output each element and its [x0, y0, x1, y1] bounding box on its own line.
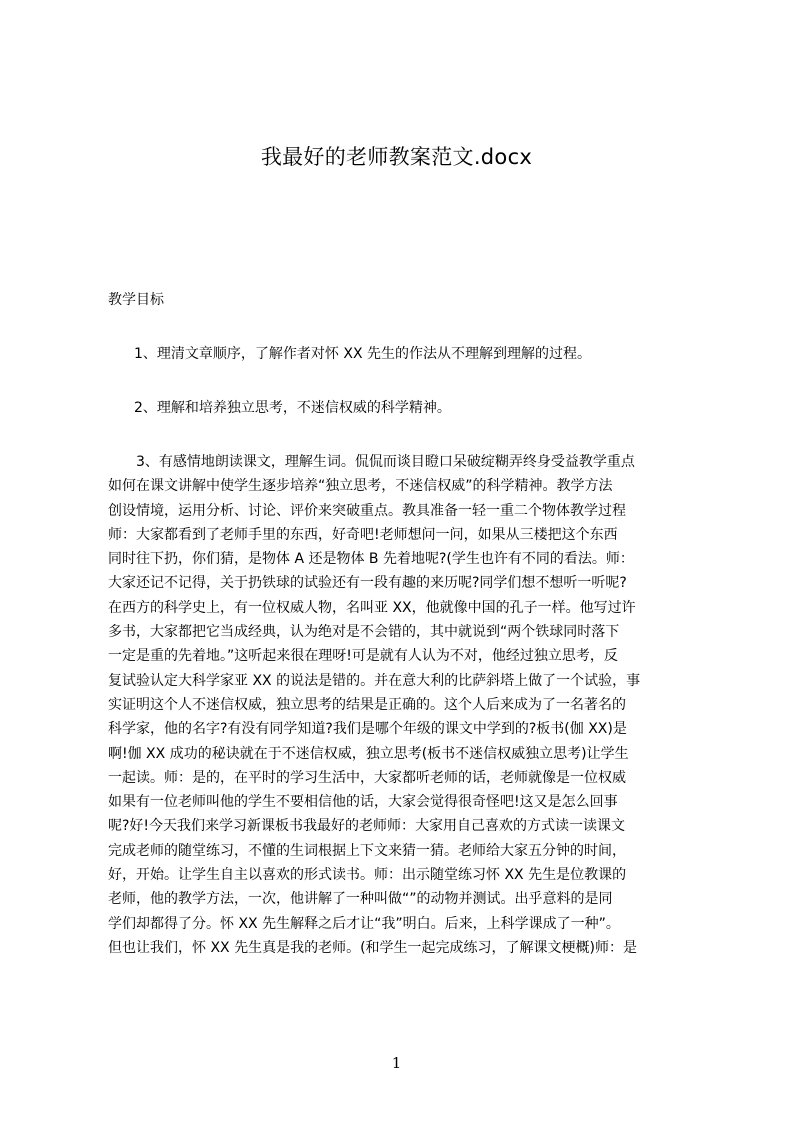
body-line: 师：大家都看到了老师手里的东西，好奇吧!老师想问一问，如果从三楼把这个东西 — [108, 526, 618, 543]
body-line: 同时往下扔，你们猜，是物体 A 还是物体 B 先着地呢?(学生也许有不同的看法。师： — [108, 551, 634, 568]
body-line: 如果有一位老师叫他的学生不要相信他的话，大家会觉得很奇怪吧!这又是怎么回事 — [108, 794, 618, 811]
goal-item-2: 2、理解和培养独立思考，不迷信权威的科学精神。 — [134, 400, 451, 416]
body-line: 一起读。师：是的，在平时的学习生活中，大家都听老师的话，老师就像是一位权威 — [108, 769, 626, 786]
body-line: 一定是重的先着地。”这听起来很在理呀!可是就有人认为不对，他经过独立思考，反 — [108, 648, 618, 665]
body-line: 大家还记不记得，关于扔铁球的试验还有一段有趣的来历呢?同学们想不想听一听呢? — [108, 575, 627, 592]
body-line: 老师，他的教学方法，一次，他讲解了一种叫做“”的动物并测试。出乎意料的是同 — [108, 891, 613, 908]
body-line: 呢?好!今天我们来学习新课板书我最好的老师师：大家用自己喜欢的方式读一读课文 — [108, 818, 626, 835]
body-line: 学们却都得了分。怀 XX 先生解释之后才让“我”明白。后来，上科学课成了一种”。 — [108, 915, 620, 932]
body-line: 啊!伽 XX 成功的秘诀就在于不迷信权威，独立思考(板书不迷信权威独立思考)让学生 — [108, 745, 629, 762]
body-line: 但也让我们，怀 XX 先生真是我的老师。(和学生一起完成练习，了解课文梗概)师：是 — [108, 939, 638, 956]
body-line: 科学家，他的名字?有没有同学知道?我们是哪个年级的课文中学到的?板书(伽 XX)是 — [108, 721, 627, 738]
heading-teaching-goals: 教学目标 — [108, 292, 164, 308]
body-line: 好，开始。让学生自主以喜欢的形式读书。师：出示随堂练习怀 XX 先生是位教课的 — [108, 867, 627, 884]
page-number: 1 — [391, 1054, 402, 1072]
body-line: 实证明这个人不迷信权威，独立思考的结果是正确的。这个人后来成为了一名著名的 — [108, 696, 626, 713]
body-line: 创设情境，运用分析、讨论、评价来突破重点。教具准备一轻一重二个物体教学过程 — [108, 502, 626, 519]
body-line: 多书，大家都把它当成经典，认为绝对是不会错的，其中就说到“两个铁球同时落下 — [108, 624, 620, 641]
body-line: 完成老师的随堂练习，不懂的生词根据上下文来猜一猜。老师给大家五分钟的时间， — [108, 842, 626, 859]
body-line: 3、有感情地朗读课文，理解生词。侃侃而谈目瞪口呆破绽糊弄终身受益教学重点 — [136, 454, 635, 470]
document-title: 我最好的老师教案范文.docx — [260, 145, 533, 169]
body-line: 如何在课文讲解中使学生逐步培养“独立思考，不迷信权威”的科学精神。教学方法 — [108, 478, 613, 495]
body-paragraph — [108, 450, 698, 960]
goal-item-1: 1、理清文章顺序，了解作者对怀 XX 先生的作法从不理解到理解的过程。 — [134, 346, 591, 362]
body-line: 在西方的科学史上，有一位权威人物，名叫亚 XX，他就像中国的孔子一样。他写过许 — [108, 599, 636, 616]
body-line: 复试验认定大科学家亚 XX 的说法是错的。并在意大利的比萨斜塔上做了一个试验，事 — [108, 672, 641, 689]
